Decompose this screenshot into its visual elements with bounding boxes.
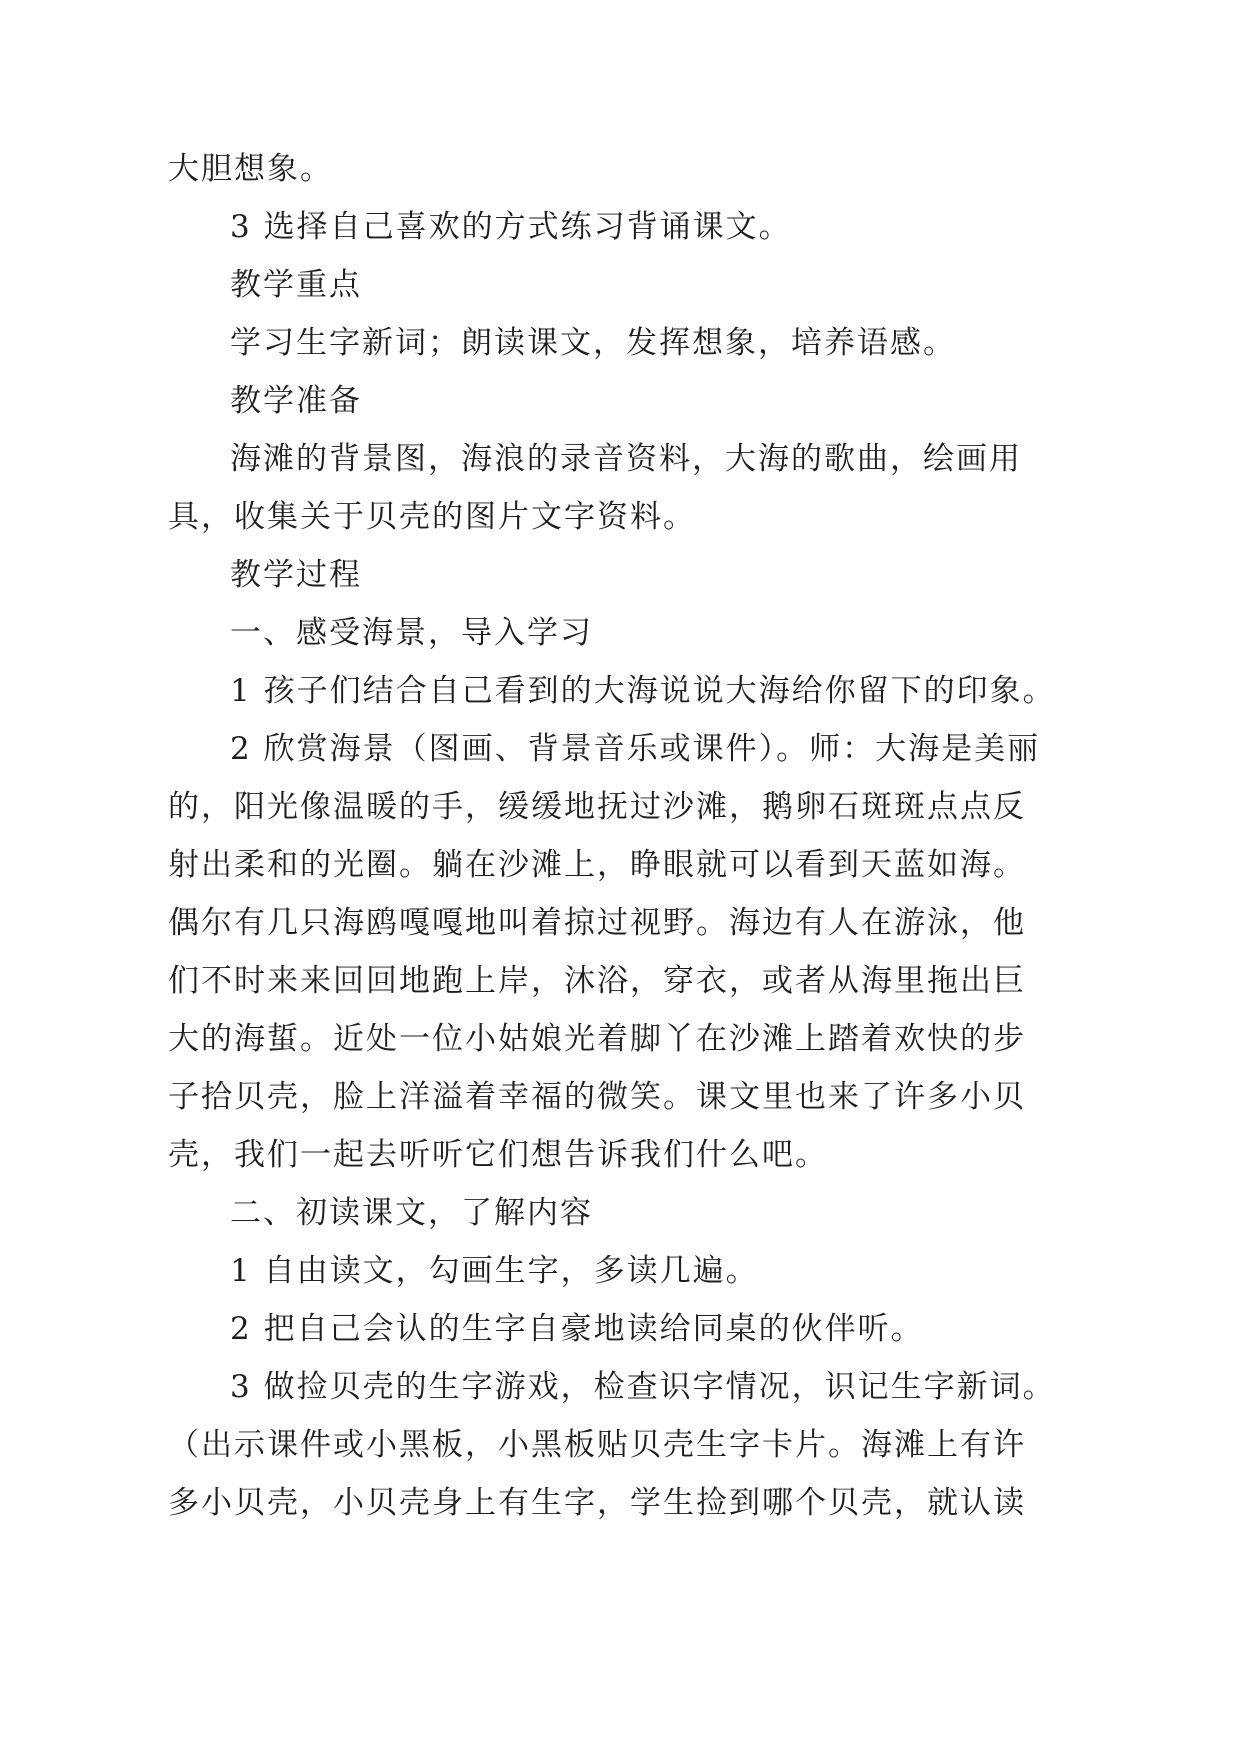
- text-line: 2 把自己会认的生字自豪地读给同桌的伙伴听。: [230, 1311, 924, 1347]
- text-line: 大的海蜇。近处一位小姑娘光着脚丫在沙滩上踏着欢快的步: [168, 1021, 1026, 1057]
- text-line: 1 自由读文，勾画生字，多读几遍。: [230, 1253, 759, 1289]
- text-line: 偶尔有几只海鸥嘎嘎地叫着掠过视野。海边有人在游泳，他: [168, 905, 1026, 941]
- section-heading: 教学过程: [230, 557, 362, 593]
- section-heading: 教学重点: [230, 267, 362, 303]
- text-line: 子拾贝壳，脸上洋溢着幸福的微笑。课文里也来了许多小贝: [168, 1079, 1026, 1115]
- text-line: 学习生字新词；朗读课文，发挥想象，培养语感。: [230, 325, 956, 361]
- text-line: 的，阳光像温暖的手，缓缓地抚过沙滩，鹅卵石斑斑点点反: [168, 789, 1026, 825]
- section-heading: 二、初读课文，了解内容: [230, 1195, 593, 1231]
- text-line: 1 孩子们结合自己看到的大海说说大海给你留下的印象。: [230, 673, 1056, 709]
- document-body: [168, 140, 1168, 1532]
- text-line: 射出柔和的光圈。躺在沙滩上，睁眼就可以看到天蓝如海。: [168, 847, 1026, 883]
- text-line: 3 做捡贝壳的生字游戏，检查识字情况，识记生字新词。: [230, 1369, 1056, 1405]
- text-line: 壳，我们一起去听听它们想告诉我们什么吧。: [168, 1137, 828, 1173]
- text-line: 们不时来来回回地跑上岸，沐浴，穿衣，或者从海里拖出巨: [168, 963, 1026, 999]
- text-line: 海滩的背景图，海浪的录音资料，大海的歌曲，绘画用: [230, 441, 1022, 477]
- text-line: （出示课件或小黑板，小黑板贴贝壳生字卡片。海滩上有许: [168, 1427, 1026, 1463]
- text-line: 多小贝壳，小贝壳身上有生字，学生捡到哪个贝壳，就认读: [168, 1485, 1026, 1521]
- section-heading: 教学准备: [230, 383, 362, 419]
- text-line: 2 欣赏海景（图画、背景音乐或课件）。师：大海是美丽: [230, 731, 1041, 767]
- section-heading: 一、感受海景，导入学习: [230, 615, 593, 651]
- text-line: 3 选择自己喜欢的方式练习背诵课文。: [230, 209, 792, 245]
- text-line: 大胆想象。: [168, 151, 333, 187]
- text-line: 具，收集关于贝壳的图片文字资料。: [168, 499, 696, 535]
